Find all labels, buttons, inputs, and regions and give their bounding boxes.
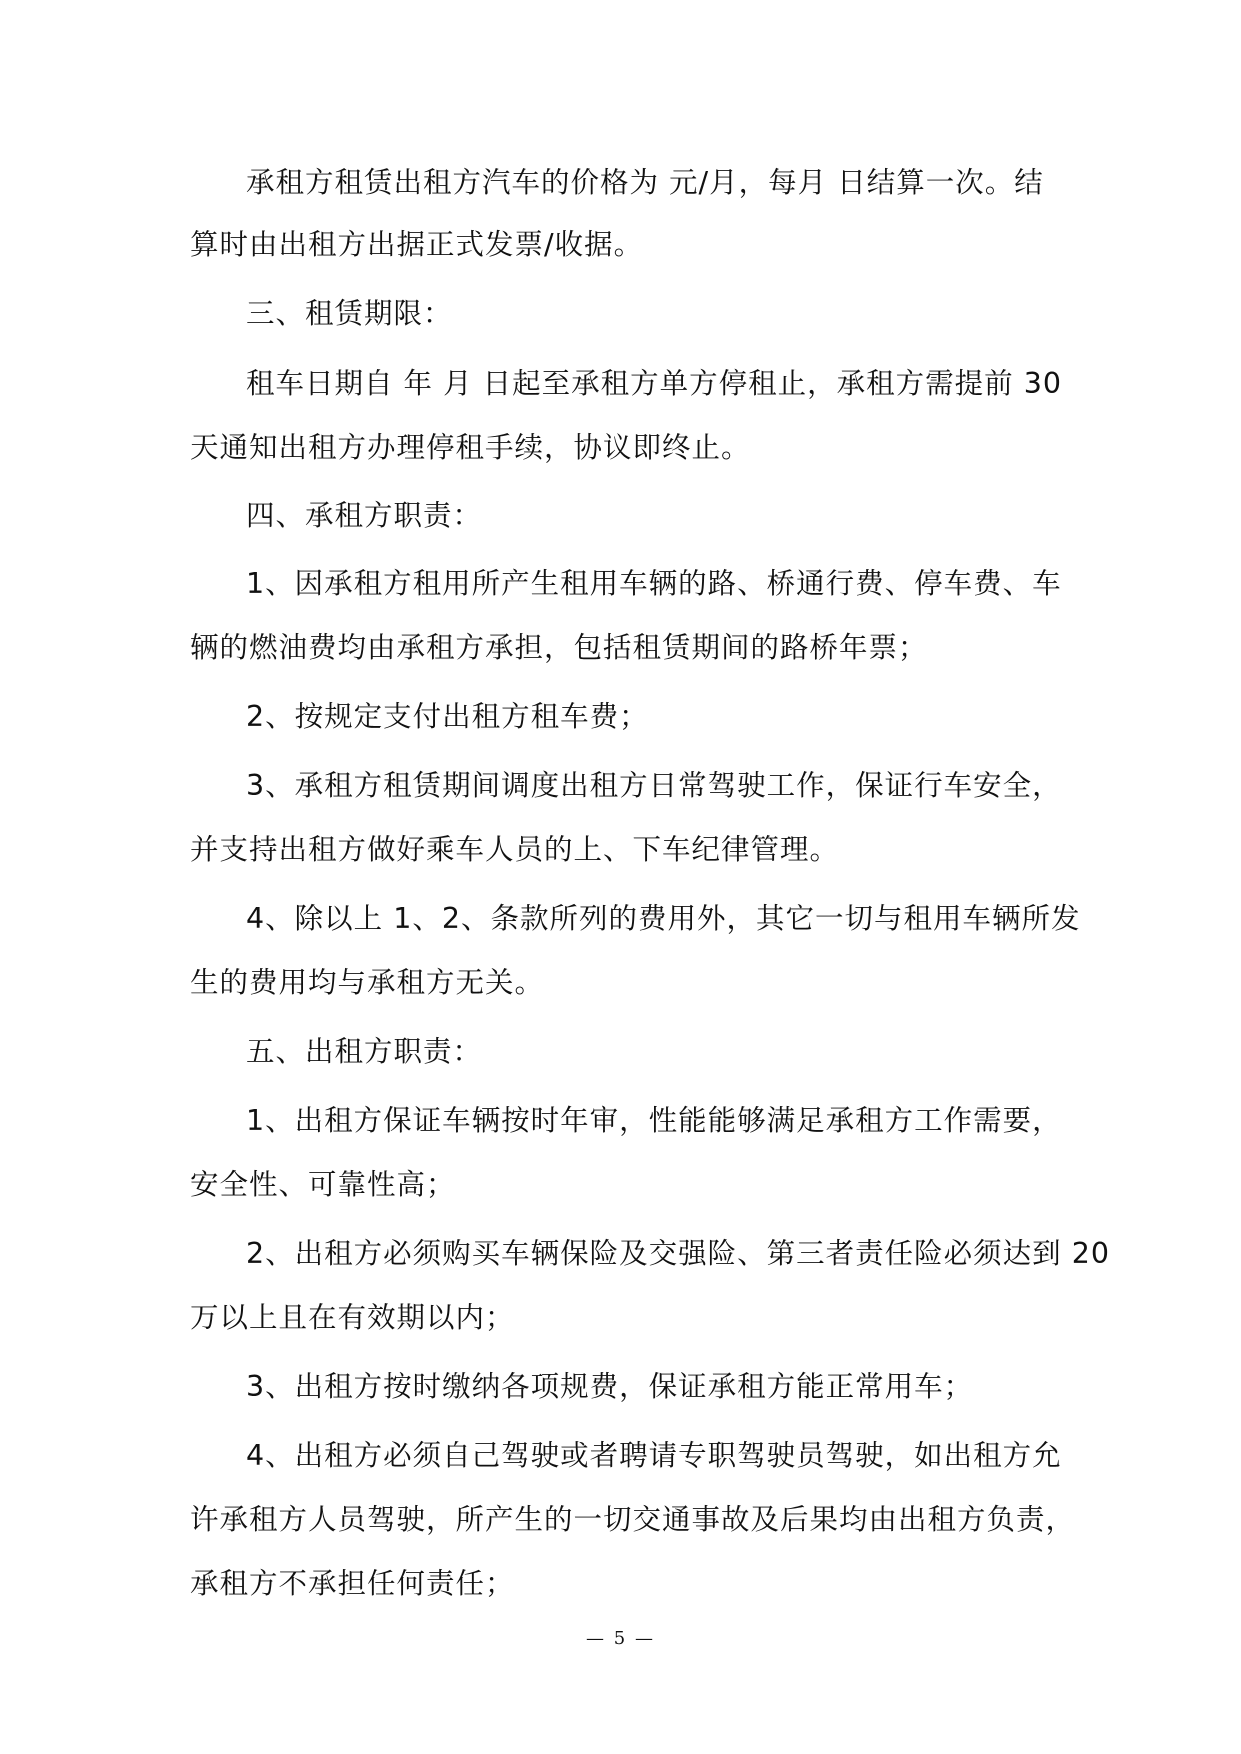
paragraph-line: 1、因承租方租用所产生租用车辆的路、桥通行费、停车费、车 <box>246 567 1062 600</box>
paragraph-line: 3、出租方按时缴纳各项规费，保证承租方能正常用车； <box>246 1370 974 1403</box>
section-heading: 五、出租方职责： <box>246 1035 483 1068</box>
paragraph-line: 1、出租方保证车辆按时年审，性能能够满足承租方工作需要， <box>246 1104 1062 1137</box>
paragraph-line: 2、出租方必须购买车辆保险及交强险、第三者责任险必须达到 20 <box>246 1237 1110 1270</box>
paragraph-line: 天通知出租方办理停租手续，协议即终止。 <box>190 431 751 464</box>
paragraph-line: 租车日期自 年 月 日起至承租方单方停租止，承租方需提前 30 <box>246 367 1063 400</box>
paragraph-line: 辆的燃油费均由承租方承担，包括租赁期间的路桥年票； <box>190 631 928 664</box>
paragraph-line: 4、除以上 1、2、条款所列的费用外，其它一切与租用车辆所发 <box>246 902 1081 935</box>
paragraph-line: 许承租方人员驾驶，所产生的一切交通事故及后果均由出租方负责， <box>190 1503 1076 1536</box>
paragraph-line: 算时由出租方出据正式发票/收据。 <box>190 228 644 261</box>
paragraph-line: 4、出租方必须自己驾驶或者聘请专职驾驶员驾驶，如出租方允 <box>246 1439 1062 1472</box>
paragraph-line: 并支持出租方做好乘车人员的上、下车纪律管理。 <box>190 833 840 866</box>
paragraph-line: 承租方租赁出租方汽车的价格为 元/月，每月 日结算一次。结 <box>246 166 1044 199</box>
section-heading: 四、承租方职责： <box>246 499 483 532</box>
paragraph-line: 生的费用均与承租方无关。 <box>190 966 545 999</box>
page-number: — 5 — <box>586 1628 655 1649</box>
section-heading: 三、租赁期限： <box>246 297 453 330</box>
paragraph-line: 安全性、可靠性高； <box>190 1168 456 1201</box>
paragraph-line: 3、承租方租赁期间调度出租方日常驾驶工作，保证行车安全， <box>246 769 1062 802</box>
paragraph-line: 2、按规定支付出租方租车费； <box>246 700 649 733</box>
paragraph-line: 承租方不承担任何责任； <box>190 1567 515 1600</box>
paragraph-line: 万以上且在有效期以内； <box>190 1301 515 1334</box>
